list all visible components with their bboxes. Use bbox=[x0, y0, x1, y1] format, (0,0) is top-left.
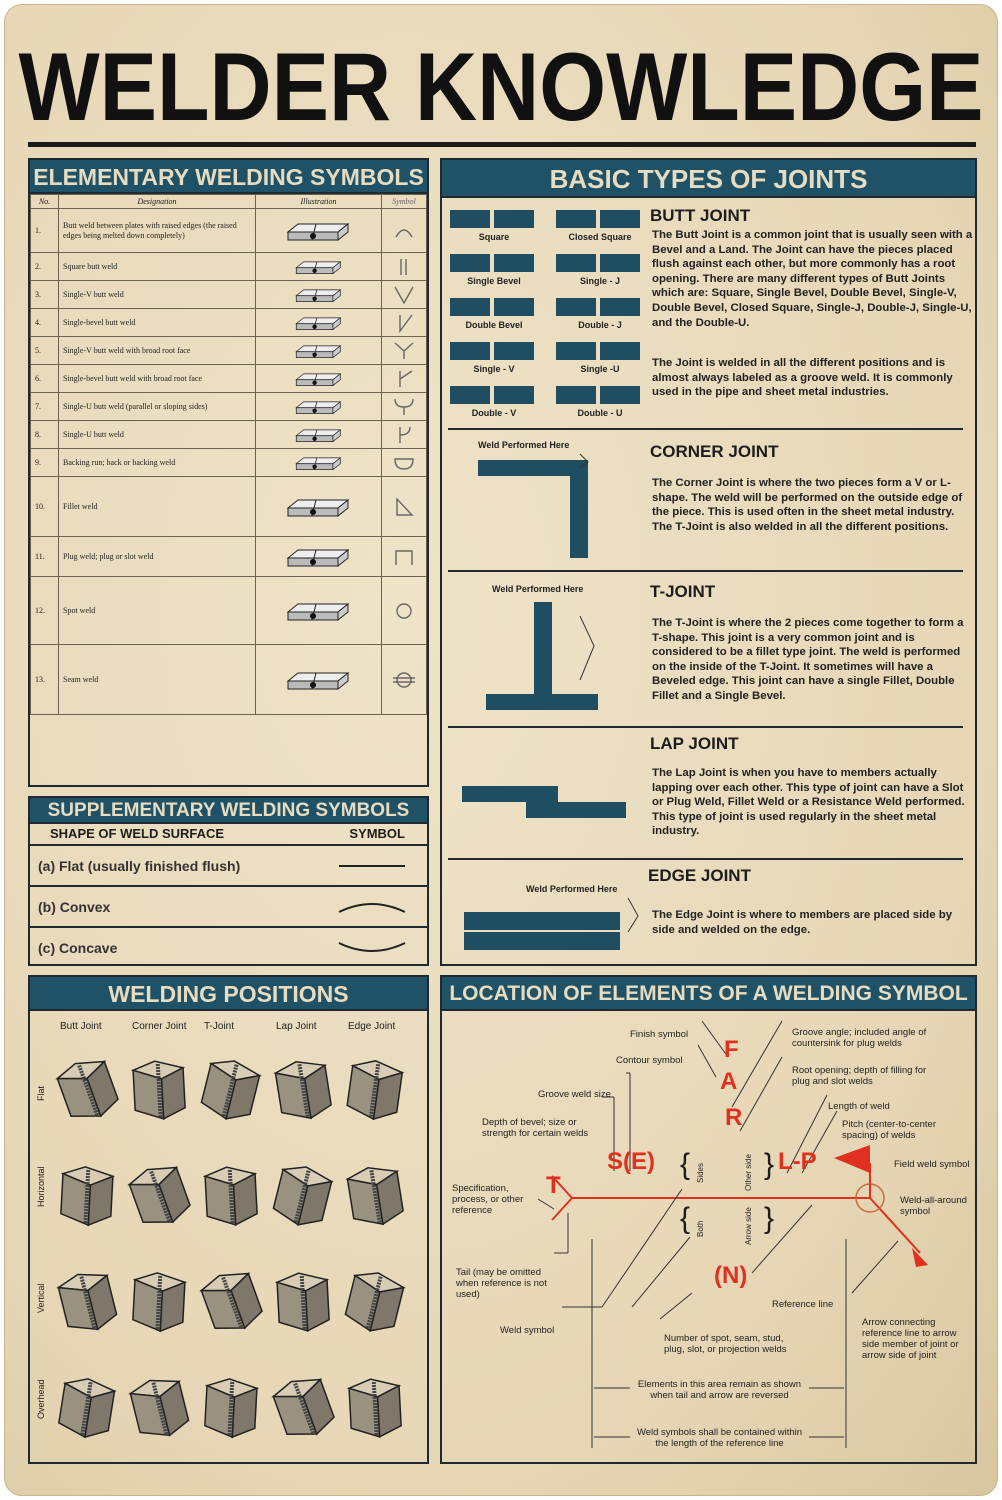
spec-label: Specification, process, or other reference bbox=[452, 1183, 524, 1216]
page-title: WELDER KNOWLEDGE bbox=[18, 34, 984, 142]
row-designation: Backing run; back or backing weld bbox=[59, 449, 256, 477]
plug-symbol-icon bbox=[382, 537, 427, 577]
butt-diagram bbox=[450, 210, 534, 228]
table-row bbox=[31, 477, 427, 537]
butt-diagram bbox=[556, 342, 640, 360]
welding-position-illustration bbox=[126, 1145, 192, 1241]
weld-symbol-label: Weld symbol bbox=[500, 1325, 555, 1336]
butt-label: Single -U bbox=[580, 364, 620, 374]
table-row bbox=[31, 209, 427, 253]
corner-weld-label: Weld Performed Here bbox=[478, 440, 570, 450]
row-designation: Single-U butt weld (parallel or sloping sides) bbox=[59, 393, 256, 421]
welding-position-illustration bbox=[342, 1039, 408, 1135]
single-v-symbol-icon bbox=[382, 281, 427, 309]
butt-diagram bbox=[450, 298, 534, 316]
field-weld-label: Field weld symbol bbox=[894, 1159, 970, 1170]
sup-row-concave bbox=[30, 926, 427, 967]
sup-label: (c) Concave bbox=[38, 939, 118, 956]
convex-symbol-icon bbox=[337, 900, 407, 914]
position-column-header: Edge Joint bbox=[348, 1021, 396, 1032]
spot-symbol-icon bbox=[382, 577, 427, 645]
t-text: The T-Joint is where the 2 pieces come together to form a T-shape. This joint is a very common joint and is considered to be a fillet type joint. The weld is performed on the inside of the T-Joint. It sometimes will have a Beveled edge. This joint can have a single Fillet, Double Fillet and a Single Bevel. bbox=[652, 617, 964, 702]
weld-illustration bbox=[256, 365, 382, 393]
seam-symbol-icon bbox=[382, 645, 427, 715]
table-row bbox=[31, 537, 427, 577]
supplementary-heading: SUPPLEMENTARY WELDING SYMBOLS bbox=[30, 798, 427, 824]
row-designation: Single-bevel butt weld with broad root face bbox=[59, 365, 256, 393]
sup-row-convex bbox=[30, 885, 427, 926]
butt-label: Single - J bbox=[579, 276, 621, 286]
pitch-label: Pitch (center-to-center spacing) of welds bbox=[842, 1119, 936, 1141]
bevel-root-symbol-icon bbox=[382, 365, 427, 393]
butt-label: Double Bevel bbox=[465, 320, 523, 330]
row-designation: Butt weld between plates with raised edges (the raised edges being melted down completely) bbox=[59, 209, 256, 253]
location-heading: LOCATION OF ELEMENTS OF A WELDING SYMBOL bbox=[442, 977, 975, 1011]
row-designation: Single-V butt weld bbox=[59, 281, 256, 309]
col-illustration: Illustration bbox=[256, 195, 382, 209]
other-side-label: Other side bbox=[744, 1154, 753, 1191]
position-row-label: Vertical bbox=[36, 1283, 46, 1313]
backing-symbol-icon bbox=[382, 449, 427, 477]
reference-line-label: Reference line bbox=[772, 1299, 834, 1310]
row-number: 4. bbox=[31, 309, 59, 337]
weld-illustration bbox=[256, 281, 382, 309]
table-row bbox=[31, 281, 427, 309]
number-label: Number of spot, seam, stud, plug, slot, or projection welds bbox=[664, 1333, 787, 1355]
table-row bbox=[31, 393, 427, 421]
col-symbol: Symbol bbox=[382, 195, 427, 209]
location-panel bbox=[440, 975, 977, 1464]
row-designation: Plug weld; plug or slot weld bbox=[59, 537, 256, 577]
position-column-header: Corner Joint bbox=[132, 1021, 187, 1032]
row-designation: Square butt weld bbox=[59, 253, 256, 281]
size-letters: S(E) bbox=[607, 1148, 655, 1175]
welding-position-illustration bbox=[54, 1251, 120, 1347]
weld-illustration bbox=[256, 421, 382, 449]
tail-letter: T bbox=[546, 1172, 561, 1199]
lap-text: The Lap Joint is when you have to members actually lapping over each other. This type of joint can have a Slot or Plug Weld, Fillet Weld or a Resistance Weld performed. This type of joint is used regularly in the sheet metal industry. bbox=[652, 767, 965, 838]
weld-illustration bbox=[256, 337, 382, 365]
butt-joint-diagrams bbox=[446, 204, 646, 434]
welding-position-illustration bbox=[54, 1039, 120, 1135]
welding-position-illustration bbox=[342, 1357, 408, 1453]
row-designation: Single-V butt weld with broad root face bbox=[59, 337, 256, 365]
row-number: 3. bbox=[31, 281, 59, 309]
welding-position-illustration bbox=[270, 1251, 336, 1347]
row-designation: Single-U butt weld bbox=[59, 421, 256, 449]
row-number: 1. bbox=[31, 209, 59, 253]
fillet-symbol-icon bbox=[382, 477, 427, 537]
butt-label: Closed Square bbox=[568, 232, 632, 242]
lap-joint-diagram bbox=[460, 780, 630, 824]
single-bevel-symbol-icon bbox=[382, 309, 427, 337]
sup-row-flat bbox=[30, 844, 427, 885]
row-designation: Spot weld bbox=[59, 577, 256, 645]
t-title: T-JOINT bbox=[650, 582, 716, 601]
weld-illustration bbox=[256, 645, 382, 715]
weld-illustration bbox=[256, 449, 382, 477]
angle-letter: A bbox=[720, 1068, 738, 1095]
j-symbol-icon bbox=[382, 421, 427, 449]
row-number: 8. bbox=[31, 421, 59, 449]
row-number: 10. bbox=[31, 477, 59, 537]
butt-diagram bbox=[556, 210, 640, 228]
joints-panel bbox=[440, 158, 977, 966]
corner-title: CORNER JOINT bbox=[650, 442, 779, 461]
sup-label: (b) Convex bbox=[38, 898, 111, 915]
row-number: 9. bbox=[31, 449, 59, 477]
lap-title: LAP JOINT bbox=[650, 734, 739, 753]
arrow-label: Arrow connecting reference line to arrow side member of joint or arrow side of joint bbox=[862, 1317, 959, 1361]
butt-diagram bbox=[450, 342, 534, 360]
raised-edge-symbol-icon bbox=[382, 209, 427, 253]
contour-label: Contour symbol bbox=[616, 1055, 683, 1066]
t-weld-label: Weld Performed Here bbox=[492, 584, 584, 594]
col-no: No. bbox=[31, 195, 59, 209]
col-shape: SHAPE OF WELD SURFACE bbox=[50, 826, 225, 841]
weld-illustration bbox=[256, 309, 382, 337]
col-designation: Designation bbox=[59, 195, 256, 209]
length-label: Length of weld bbox=[828, 1101, 890, 1112]
depth-bevel-label: Depth of bevel; size or strength for certain welds bbox=[482, 1117, 589, 1139]
weld-illustration bbox=[256, 393, 382, 421]
weld-illustration bbox=[256, 209, 382, 253]
joints-heading: BASIC TYPES OF JOINTS bbox=[442, 160, 975, 198]
edge-title: EDGE JOINT bbox=[648, 866, 751, 885]
welding-position-illustration bbox=[198, 1251, 264, 1347]
table-row bbox=[31, 337, 427, 365]
welding-position-illustration bbox=[126, 1251, 192, 1347]
flat-symbol-icon bbox=[337, 860, 407, 872]
butt-label: Double - U bbox=[577, 408, 623, 418]
weld-illustration bbox=[256, 577, 382, 645]
u-symbol-icon bbox=[382, 393, 427, 421]
row-number: 13. bbox=[31, 645, 59, 715]
table-row bbox=[31, 253, 427, 281]
position-row-label: Overhead bbox=[36, 1379, 46, 1419]
root-letter: R bbox=[725, 1104, 743, 1131]
welding-position-illustration bbox=[198, 1039, 264, 1135]
table-row bbox=[31, 365, 427, 393]
edge-weld-label: Weld Performed Here bbox=[526, 884, 618, 894]
welding-position-illustration bbox=[198, 1145, 264, 1241]
row-number: 6. bbox=[31, 365, 59, 393]
butt-text-2: The Joint is welded in all the different positions and is almost always labeled as a groove weld. It is commonly used in the pipe and sheet metal industries. bbox=[652, 357, 953, 399]
lower-right-brace-icon: } bbox=[764, 1202, 775, 1235]
welding-position-illustration bbox=[270, 1357, 336, 1453]
length-pitch-letters: L-P bbox=[778, 1148, 817, 1175]
butt-text-1: The Butt Joint is a common joint that is usually seen with a Bevel and a Land. The Joint can have the pieces placed flush against each other, but more commonly has a root opening. There are many different types of Butt Joints which are: Square, Single Bevel, Double Bevel, Single-V, Double Bevel, Closed Square, Single-J, Double-J, Single-U, and the Double-U. bbox=[652, 229, 973, 329]
butt-label: Square bbox=[478, 232, 510, 242]
position-row-label: Flat bbox=[36, 1085, 46, 1101]
edge-joint-diagram bbox=[462, 896, 652, 956]
welding-position-illustration bbox=[198, 1357, 264, 1453]
welding-position-illustration bbox=[342, 1251, 408, 1347]
row-number: 11. bbox=[31, 537, 59, 577]
title-rule bbox=[28, 142, 976, 147]
sides-label: Sides bbox=[696, 1162, 705, 1183]
contained-label: Weld symbols shall be contained within the length of the reference line bbox=[636, 1427, 803, 1449]
row-number: 12. bbox=[31, 577, 59, 645]
position-column-header: Butt Joint bbox=[60, 1021, 102, 1032]
table-row bbox=[31, 421, 427, 449]
square-symbol-icon bbox=[382, 253, 427, 281]
elementary-heading: ELEMENTARY WELDING SYMBOLS bbox=[30, 160, 427, 194]
welding-position-illustration bbox=[342, 1145, 408, 1241]
edge-text: The Edge Joint is where to members are placed side by side and welded on the edge. bbox=[652, 909, 953, 936]
weld-illustration bbox=[256, 537, 382, 577]
butt-diagram bbox=[450, 254, 534, 272]
supplementary-panel bbox=[28, 796, 429, 966]
table-row bbox=[31, 449, 427, 477]
butt-title: BUTT JOINT bbox=[650, 206, 751, 225]
row-designation: Seam weld bbox=[59, 645, 256, 715]
table-row bbox=[31, 577, 427, 645]
elements-label: Elements in this area remain as shown when tail and arrow are reversed bbox=[637, 1379, 802, 1401]
groove-angle-label: Groove angle; included angle of countersink for plug welds bbox=[792, 1027, 927, 1049]
finish-letter: F bbox=[724, 1036, 739, 1063]
row-designation: Single-bevel butt weld bbox=[59, 309, 256, 337]
positions-panel bbox=[28, 975, 429, 1464]
positions-heading: WELDING POSITIONS bbox=[30, 977, 427, 1011]
welding-position-illustration bbox=[54, 1357, 120, 1453]
welding-position-illustration bbox=[126, 1039, 192, 1135]
tail-label: Tail (may be omitted when reference is not used) bbox=[456, 1267, 547, 1300]
butt-label: Single - V bbox=[473, 364, 515, 374]
arrow-side-label: Arrow side bbox=[744, 1207, 753, 1245]
position-column-header: T-Joint bbox=[204, 1021, 235, 1032]
corner-text: The Corner Joint is where the two pieces form a V or L-shape. The weld will be performed on the outside edge of the piece. This is used often in the sheet metal industry. The T-Joint is also welded in all the different positions. bbox=[652, 477, 963, 533]
butt-diagram bbox=[556, 254, 640, 272]
table-row bbox=[31, 309, 427, 337]
elementary-table bbox=[30, 194, 427, 715]
welding-position-illustration bbox=[270, 1039, 336, 1135]
welding-position-illustration bbox=[270, 1145, 336, 1241]
all-around-label: Weld-all-around symbol bbox=[900, 1195, 967, 1217]
butt-diagram bbox=[556, 386, 640, 404]
welding-position-illustration bbox=[54, 1145, 120, 1241]
butt-label: Double - J bbox=[578, 320, 622, 330]
row-number: 2. bbox=[31, 253, 59, 281]
sup-label: (a) Flat (usually finished flush) bbox=[38, 857, 241, 874]
row-designation: Fillet weld bbox=[59, 477, 256, 537]
concave-symbol-icon bbox=[337, 941, 407, 955]
butt-diagram bbox=[450, 386, 534, 404]
row-number: 5. bbox=[31, 337, 59, 365]
table-row bbox=[31, 645, 427, 715]
corner-joint-diagram bbox=[472, 450, 602, 562]
col-symbol: SYMBOL bbox=[349, 826, 405, 841]
number-letter: (N) bbox=[714, 1262, 748, 1289]
position-column-header: Lap Joint bbox=[276, 1021, 317, 1032]
butt-diagram bbox=[556, 298, 640, 316]
weld-illustration bbox=[256, 253, 382, 281]
root-opening-label: Root opening; depth of filling for plug and slot welds bbox=[792, 1065, 927, 1087]
groove-size-label: Groove weld size bbox=[538, 1089, 611, 1100]
elementary-panel bbox=[28, 158, 429, 787]
welding-position-illustration bbox=[126, 1357, 192, 1453]
butt-label: Double - V bbox=[471, 408, 517, 418]
butt-label: Single Bevel bbox=[467, 276, 521, 286]
t-joint-diagram bbox=[482, 596, 612, 714]
finish-label: Finish symbol bbox=[630, 1029, 689, 1040]
y-symbol-icon bbox=[382, 337, 427, 365]
position-row-label: Horizontal bbox=[36, 1166, 46, 1207]
upper-left-brace-icon: { bbox=[680, 1148, 691, 1181]
lower-left-brace-icon: { bbox=[680, 1202, 691, 1235]
upper-right-brace-icon: } bbox=[764, 1148, 775, 1181]
row-number: 7. bbox=[31, 393, 59, 421]
weld-illustration bbox=[256, 477, 382, 537]
both-label: Both bbox=[696, 1220, 705, 1237]
